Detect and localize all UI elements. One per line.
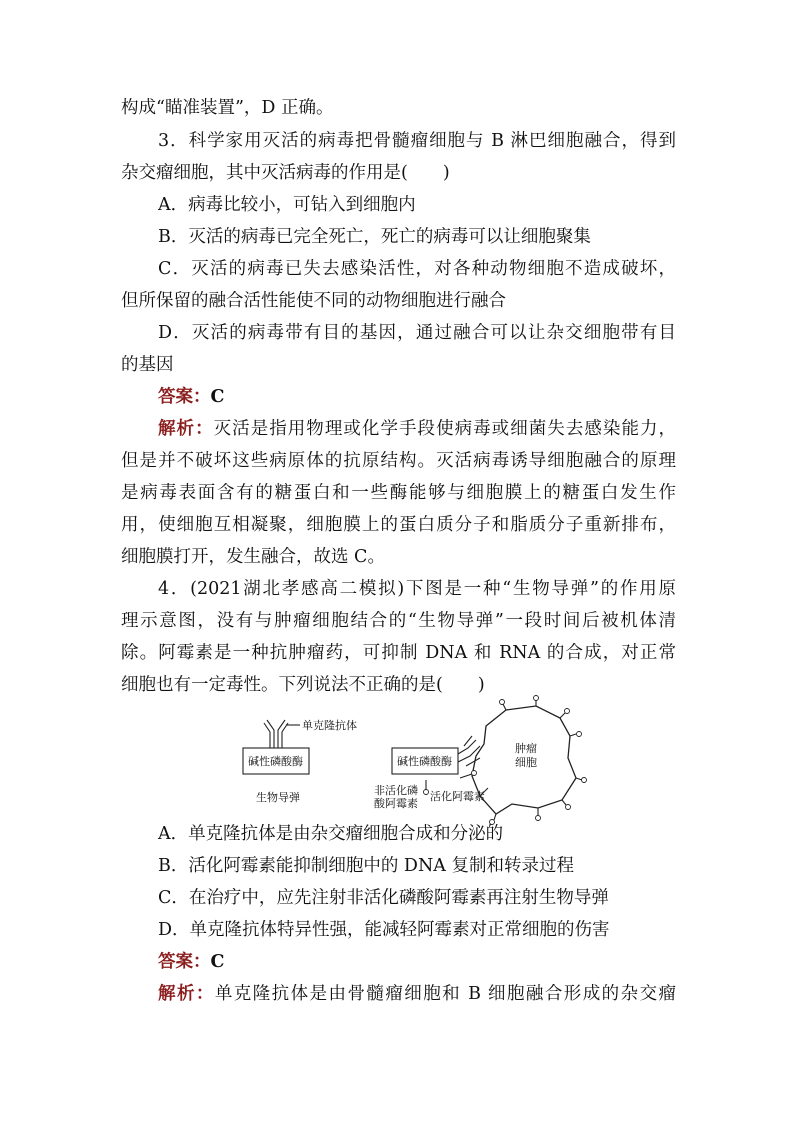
option-d-4: D．单克隆抗体特异性强，能减轻阿霉素对正常细胞的伤害 xyxy=(158,920,610,940)
analysis-text: 单克隆抗体是由骨髓瘤细胞和 B 细胞融合形成的杂交瘤 xyxy=(214,984,677,1004)
enzyme-label-right: 碱性磷酸酶 xyxy=(397,755,452,768)
enzyme-label: 碱性磷酸酶 xyxy=(248,755,303,768)
answer-label: 答案： xyxy=(158,952,211,972)
option-a: A．病毒比较小，可钻入到细胞内 xyxy=(158,195,416,215)
option-d: D．灭活的病毒带有目的基因，通过融合可以让杂交细胞带有目 xyxy=(158,323,676,343)
question-3-stem: 3．科学家用灭活的病毒把骨髓瘤细胞与 B 淋巴细胞融合，得到 xyxy=(158,131,676,151)
analysis-2 xyxy=(158,978,676,1010)
text-line: 细胞膜打开，发生融合，故选 C。 xyxy=(121,547,385,567)
active-drug-label: 活化阿霉素 xyxy=(430,790,485,803)
text-line: 细胞也有一定毒性。下列说法不正确的是( ) xyxy=(121,675,485,695)
text-line: 用，使细胞互相凝聚，细胞膜上的蛋白质分子和脂质分子重新排布， xyxy=(121,515,676,535)
missile-label: 生物导弹 xyxy=(256,791,300,804)
analysis-1 xyxy=(158,413,676,445)
analysis-label: 解析： xyxy=(158,984,215,1004)
question-4-stem: 4．(2021湖北孝感高二模拟)下图是一种“生物导弹”的作用原 xyxy=(158,579,676,599)
text-line: 但所保留的融合活性能使不同的动物细胞进行融合 xyxy=(121,291,506,311)
inactive-drug-label: 非活化磷 xyxy=(374,784,418,797)
text-line: 的基因 xyxy=(121,355,174,375)
option-b: B．灭活的病毒已完全死亡，死亡的病毒可以让细胞聚集 xyxy=(158,227,591,247)
option-c-4: C．在治疗中，应先注射非活化磷酸阿霉素再注射生物导弹 xyxy=(158,888,609,908)
answer-value: C xyxy=(210,952,225,972)
text-line: 是病毒表面含有的糖蛋白和一些酶能够与细胞膜上的糖蛋白发生作 xyxy=(121,483,676,503)
text-line: 构成“瞄准装置”，D 正确。 xyxy=(121,98,334,118)
answer-1 xyxy=(158,381,676,413)
text-line: 除。阿霉素是一种抗肿瘤药，可抑制 DNA 和 RNA 的合成，对正常 xyxy=(121,643,676,663)
option-b-4: B．活化阿霉素能抑制细胞中的 DNA 复制和转录过程 xyxy=(158,856,574,876)
answer-label: 答案： xyxy=(158,387,211,407)
option-a-4: A．单克隆抗体是由杂交瘤细胞合成和分泌的 xyxy=(158,824,504,844)
answer-value: C xyxy=(210,387,225,407)
antibody-label: 单克隆抗体 xyxy=(302,719,357,732)
tumor-cell-label-2: 细胞 xyxy=(515,756,537,769)
answer-2 xyxy=(158,946,676,978)
inactive-drug-label-2: 酸阿霉素 xyxy=(374,797,418,810)
text-line: 理示意图，没有与肿瘤细胞结合的“生物导弹”一段时间后被机体清 xyxy=(121,611,676,631)
tumor-cell-label: 肿瘤 xyxy=(515,742,537,755)
option-c: C．灭活的病毒已失去感染活性，对各种动物细胞不造成破坏， xyxy=(158,259,676,279)
analysis-label: 解析： xyxy=(158,419,214,439)
biological-missile-figure xyxy=(240,696,580,824)
text-line: 但是并不破坏这些病原体的抗原结构。灭活病毒诱导细胞融合的原理 xyxy=(121,451,676,471)
analysis-text: 灭活是指用物理或化学手段使病毒或细菌失去感染能力， xyxy=(213,419,677,439)
text-line: 杂交瘤细胞，其中灭活病毒的作用是( ) xyxy=(121,163,450,183)
